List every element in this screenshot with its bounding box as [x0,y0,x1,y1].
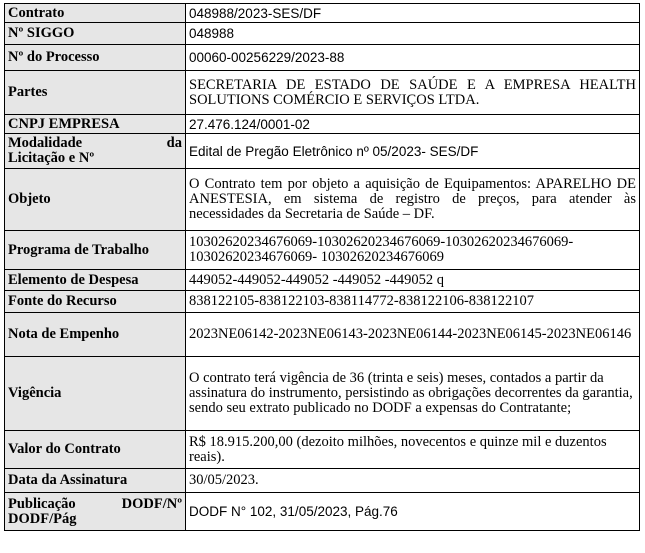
row-label: CNPJ EMPRESA [5,115,186,134]
table-row [5,231,640,270]
row-value: 2023NE06142-2023NE06143-2023NE06144-2023NE06145-2023NE06146 [186,313,640,357]
table-row [5,23,640,45]
row-value: DODF N° 102, 31/05/2023, Pág.76 [186,493,640,531]
row-value: 00060-00256229/2023-88 [186,45,640,71]
row-value: 048988 [186,23,640,45]
row-value: O Contrato tem por objeto a aquisição de Equipamentos: APARELHO DE ANESTESIA, em sistema de registro de preços, para atender às necessidades da Secretaria de Saúde – DF. [186,169,640,231]
table-row [5,169,640,231]
row-label-line: Publicação DODF/Nº [8,495,182,512]
row-value: 27.476.124/0001-02 [186,115,640,134]
row-value: 048988/2023-SES/DF [186,4,640,23]
row-label: Data da Assinatura [5,469,186,493]
row-label: Vigência [5,357,186,431]
row-label-line: Licitação e Nº [8,150,95,166]
row-label: Fonte do Recurso [5,291,186,313]
row-value: 30/05/2023. [186,469,640,493]
table-row [5,4,640,23]
contract-summary-table [4,3,640,531]
row-label: Objeto [5,169,186,231]
row-label: Elemento de Despesa [5,270,186,291]
table-row [5,71,640,115]
row-value: O contrato terá vigência de 36 (trinta e seis) meses, contados a partir da assinatura do instrumento, persistindo as obrigações decorrentes da garantia, sendo seu extrato publicado no DODF a expensas do Contratante; [186,357,640,431]
row-label: Nº do Processo [5,45,186,71]
row-label [5,134,186,169]
row-label [5,493,186,531]
table-row [5,493,640,531]
table-row [5,115,640,134]
table-row [5,431,640,469]
table-row [5,291,640,313]
table-row [5,357,640,431]
row-label: Contrato [5,4,186,23]
table-row [5,134,640,169]
row-value: SECRETARIA DE ESTADO DE SAÚDE E A EMPRESA HEALTH SOLUTIONS COMÉRCIO E SERVIÇOS LTDA. [186,71,640,115]
row-value: Edital de Pregão Eletrônico nº 05/2023- SES/DF [186,134,640,169]
table-row [5,45,640,71]
row-value: R$ 18.915.200,00 (dezoito milhões, novecentos e quinze mil e duzentos reais). [186,431,640,469]
row-label: Nota de Empenho [5,313,186,357]
row-value: 449052-449052-449052 -449052 -449052 q [186,270,640,291]
row-label: Programa de Trabalho [5,231,186,270]
row-label: Nº SIGGO [5,23,186,45]
row-label-line: DODF/Pág [8,510,77,527]
row-value: 838122105-838122103-838114772-838122106-838122107 [186,291,640,313]
row-value: 10302620234676069-10302620234676069-10302620234676069-10302620234676069- 10302620234676069 [186,231,640,270]
table-row [5,270,640,291]
table-row [5,469,640,493]
table-row [5,313,640,357]
row-label-line: Modalidade da [8,135,182,151]
row-label: Partes [5,71,186,115]
row-label: Valor do Contrato [5,431,186,469]
